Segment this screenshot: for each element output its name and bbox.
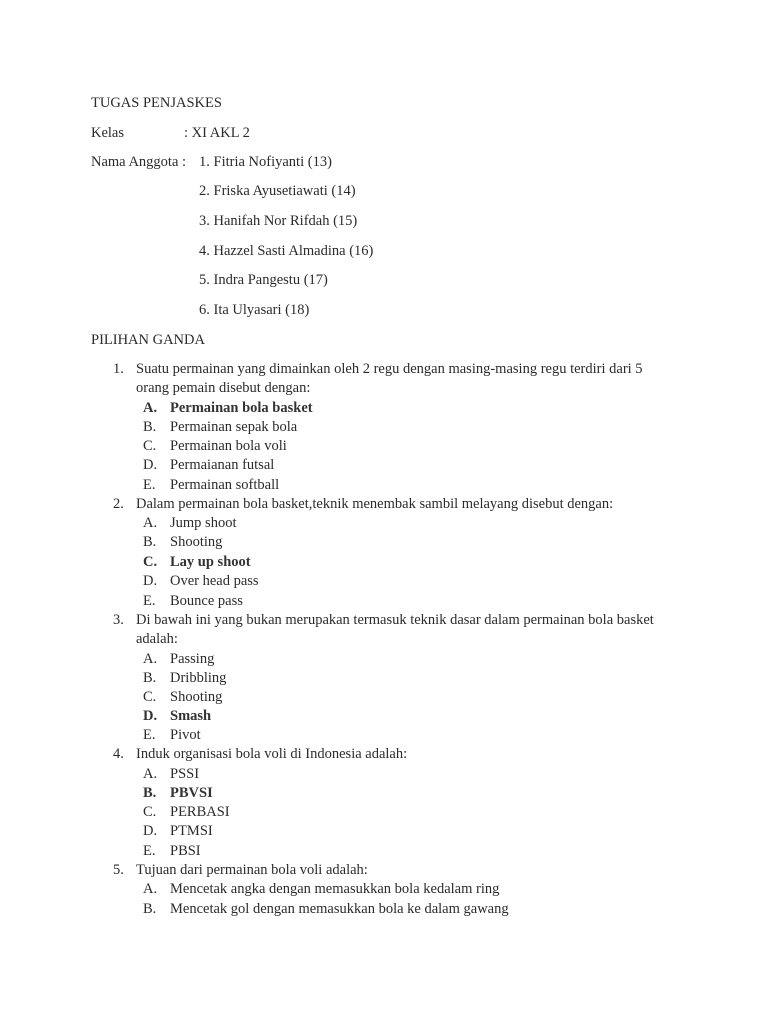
- member-item: 5. Indra Pangestu (17): [199, 272, 328, 288]
- question-number: 5.: [113, 862, 124, 878]
- option-text: Shooting: [170, 689, 223, 705]
- option-letter: C.: [143, 689, 157, 705]
- option-letter: B.: [143, 785, 157, 801]
- option-text: PSSI: [170, 766, 200, 782]
- option-text-answer: PBVSI: [170, 785, 213, 801]
- option-text: Permaianan futsal: [170, 457, 275, 473]
- kelas-label: Kelas: [91, 125, 125, 141]
- option-letter: D.: [143, 708, 158, 724]
- option-letter: C.: [143, 438, 157, 454]
- option-text: Passing: [170, 651, 215, 667]
- option-letter: A.: [143, 400, 158, 416]
- option-letter: D.: [143, 457, 158, 473]
- question-text-line: Induk organisasi bola voli di Indonesia adalah:: [136, 746, 408, 762]
- question-text-line: orang pemain disebut dengan:: [136, 380, 311, 396]
- option-letter: E.: [143, 593, 156, 609]
- kelas-value: : XI AKL 2: [184, 125, 250, 141]
- option-letter: B.: [143, 670, 157, 686]
- option-text: Mencetak angka dengan memasukkan bola kedalam ring: [170, 881, 500, 897]
- option-text: Permainan sepak bola: [170, 419, 298, 435]
- member-item: 2. Friska Ayusetiawati (14): [199, 183, 356, 199]
- option-letter: C.: [143, 554, 158, 570]
- option-letter: A.: [143, 766, 158, 782]
- question-text-line: adalah:: [136, 631, 178, 647]
- option-letter: C.: [143, 804, 157, 820]
- option-text-answer: Lay up shoot: [170, 554, 251, 570]
- option-text: PERBASI: [170, 804, 230, 820]
- question-number: 2.: [113, 496, 124, 512]
- option-letter: A.: [143, 651, 158, 667]
- option-letter: D.: [143, 823, 158, 839]
- option-letter: A.: [143, 881, 158, 897]
- option-letter: E.: [143, 477, 156, 493]
- option-letter: B.: [143, 534, 157, 550]
- question-text-line: Dalam permainan bola basket,teknik menembak sambil melayang disebut dengan:: [136, 496, 614, 512]
- option-text: Over head pass: [170, 573, 259, 589]
- option-text: Shooting: [170, 534, 223, 550]
- question-number: 1.: [113, 361, 124, 377]
- document-title: TUGAS PENJASKES: [91, 95, 222, 111]
- option-text: Dribbling: [170, 670, 227, 686]
- option-letter: A.: [143, 515, 158, 531]
- question-text-line: Di bawah ini yang bukan merupakan termasuk teknik dasar dalam permainan bola basket: [136, 612, 654, 628]
- option-text-answer: Smash: [170, 708, 212, 724]
- question-number: 4.: [113, 746, 124, 762]
- option-letter: B.: [143, 901, 157, 917]
- nama-anggota-label: Nama Anggota :: [91, 154, 187, 170]
- question-text-line: Tujuan dari permainan bola voli adalah:: [136, 862, 368, 878]
- question-text-line: Suatu permainan yang dimainkan oleh 2 regu dengan masing-masing regu terdiri dari 5: [136, 361, 643, 377]
- option-text: Jump shoot: [170, 515, 237, 531]
- option-text: Mencetak gol dengan memasukkan bola ke dalam gawang: [170, 901, 509, 917]
- option-text: Pivot: [170, 727, 201, 743]
- section-title: PILIHAN GANDA: [91, 332, 205, 348]
- option-letter: E.: [143, 727, 156, 743]
- option-text: PBSI: [170, 843, 201, 859]
- option-letter: E.: [143, 843, 156, 859]
- option-text: Bounce pass: [170, 593, 243, 609]
- option-text: Permainan softball: [170, 477, 280, 493]
- option-text-answer: Permainan bola basket: [170, 400, 313, 416]
- question-number: 3.: [113, 612, 124, 628]
- option-text: PTMSI: [170, 823, 213, 839]
- option-letter: D.: [143, 573, 158, 589]
- member-item: 4. Hazzel Sasti Almadina (16): [199, 243, 374, 259]
- option-letter: B.: [143, 419, 157, 435]
- member-item: 6. Ita Ulyasari (18): [199, 302, 310, 318]
- member-item: 3. Hanifah Nor Rifdah (15): [199, 213, 358, 229]
- member-item: 1. Fitria Nofiyanti (13): [199, 154, 332, 170]
- option-text: Permainan bola voli: [170, 438, 287, 454]
